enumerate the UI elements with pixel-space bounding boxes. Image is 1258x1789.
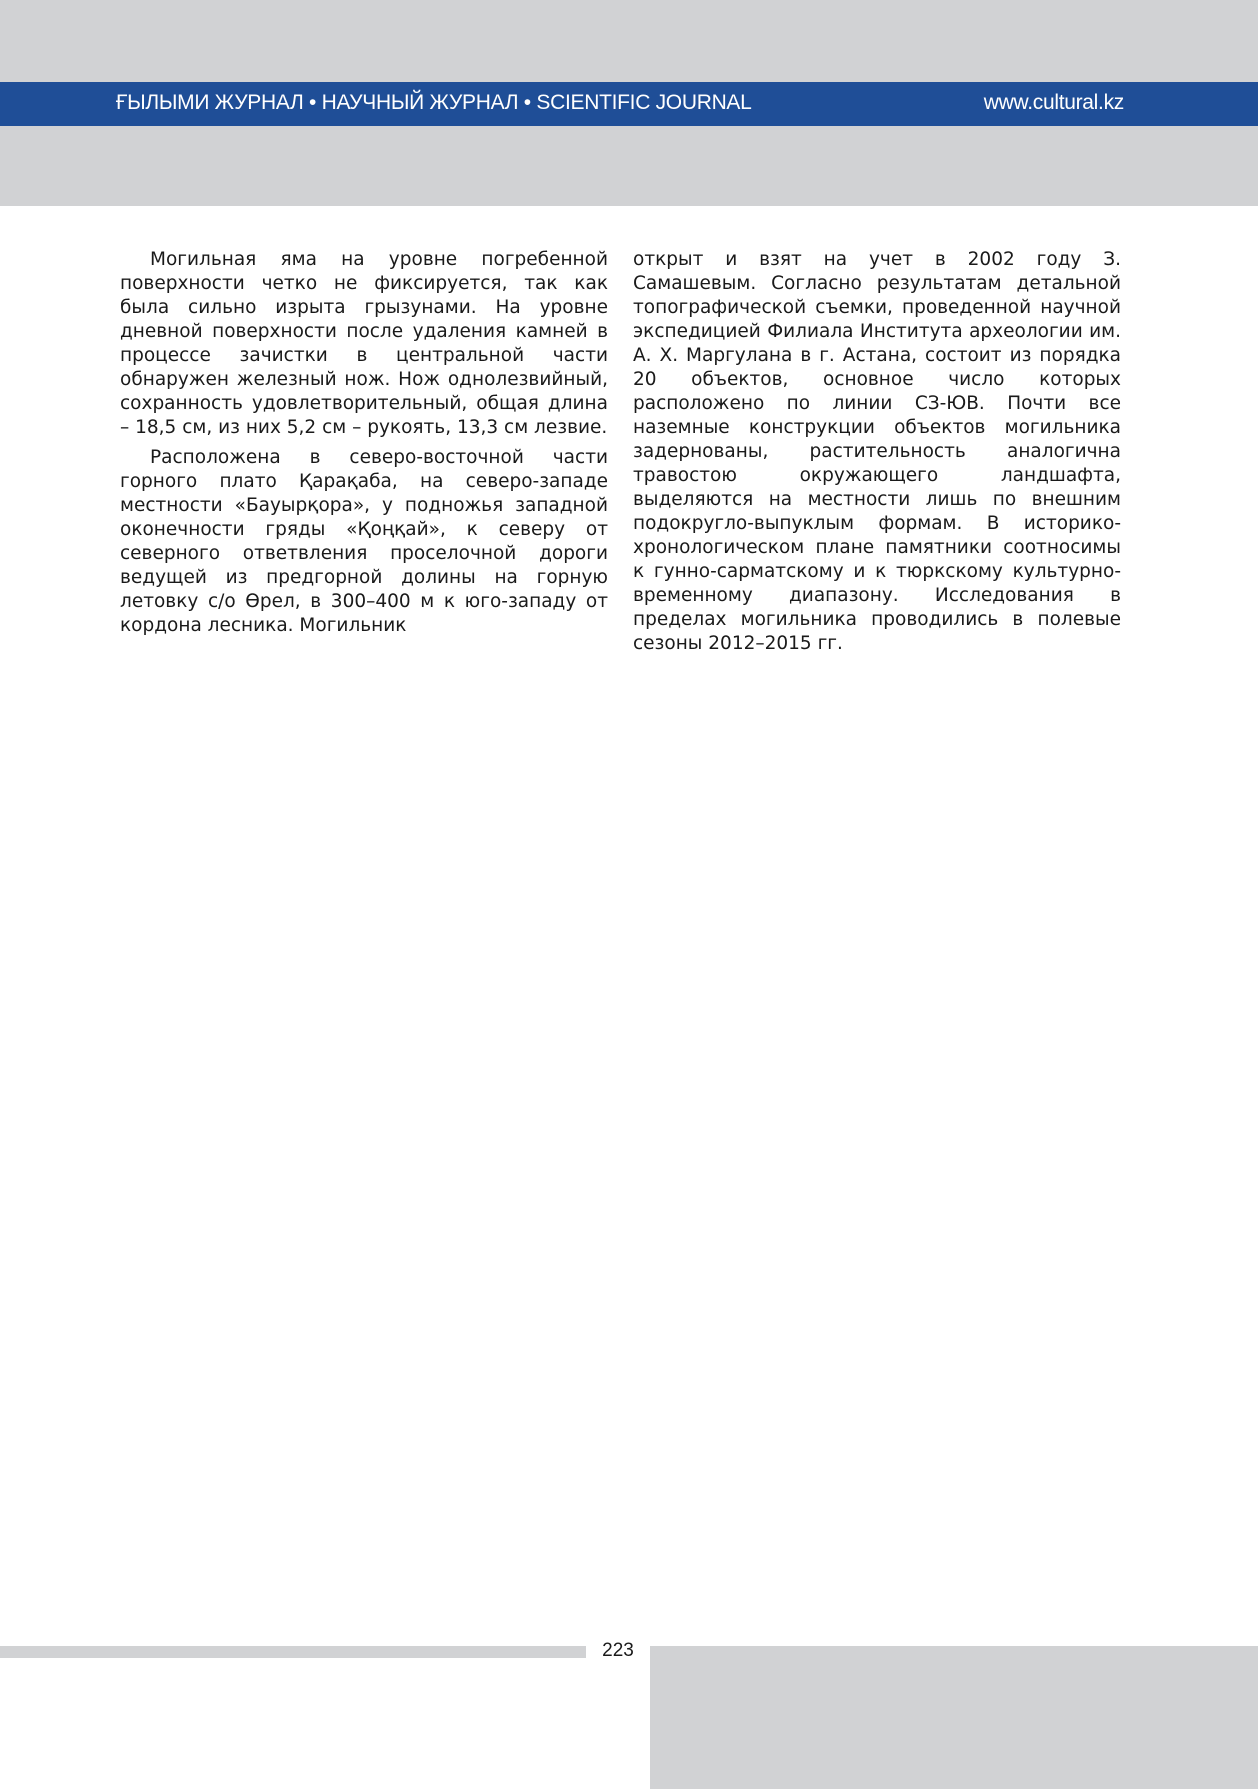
left-paragraph-2: Расположена в северо-восточной части горного плато Қарақаба, на северо-западе местности «Бауырқора», у подножья западной оконечности гряды «Қоңқай», к северу от северного ответвления проселочной дороги ведущей из предгорной долины на горную летовку с/о Өрел, в 300–400 м к юго-западу от кордона лесника. Могильник: [120, 447, 608, 636]
footer-left-bar: [0, 1646, 586, 1658]
right-paragraph-1: открыт и взят на учет в 2002 году З. Самашевым. Согласно результатам детальной топографической съемки, проведенной научной экспедицией Филиала Института археологии им. А. Х. Маргулана в г. Астана, состоит из порядка 20 объектов, основное число которых расположено по линии СЗ-ЮВ. Почти все наземные конструкции объектов могильника задернованы, растительность аналогична травостою окружающего ландшафта, выделяются на местности лишь по внешним подокругло-выпуклым формам. В историко-хронологическом плане памятники соотносимы к гунно-сарматскому и к тюркскому культурно-временному диапазону. Исследования в пределах могильника проводились в полевые сезоны 2012–2015 гг.: [633, 249, 1121, 654]
left-text-column: [120, 248, 608, 644]
left-paragraph-1: Могильная яма на уровне погребенной поверхности четко не фиксируется, так как была сильно изрыта грызунами. На уровне дневной поверхности после удаления камней в процессе зачистки в центральной части обнаружен железный нож. Нож однолезвийный, сохранность удовлетворительный, общая длина – 18,5 см, из них 5,2 см – рукоять, 13,3 см лезвие.: [120, 249, 608, 438]
journal-header-band: [0, 82, 1258, 126]
website-url: www.cultural.kz: [983, 91, 1124, 114]
right-text-column: [633, 248, 1121, 662]
page-number: 223: [602, 1640, 634, 1661]
journal-title: ҒЫЛЫМИ ЖУРНАЛ • НАУЧНЫЙ ЖУРНАЛ • SCIENTIFIC JOURNAL: [116, 91, 752, 114]
footer-gray-panel: [650, 1646, 1258, 1789]
